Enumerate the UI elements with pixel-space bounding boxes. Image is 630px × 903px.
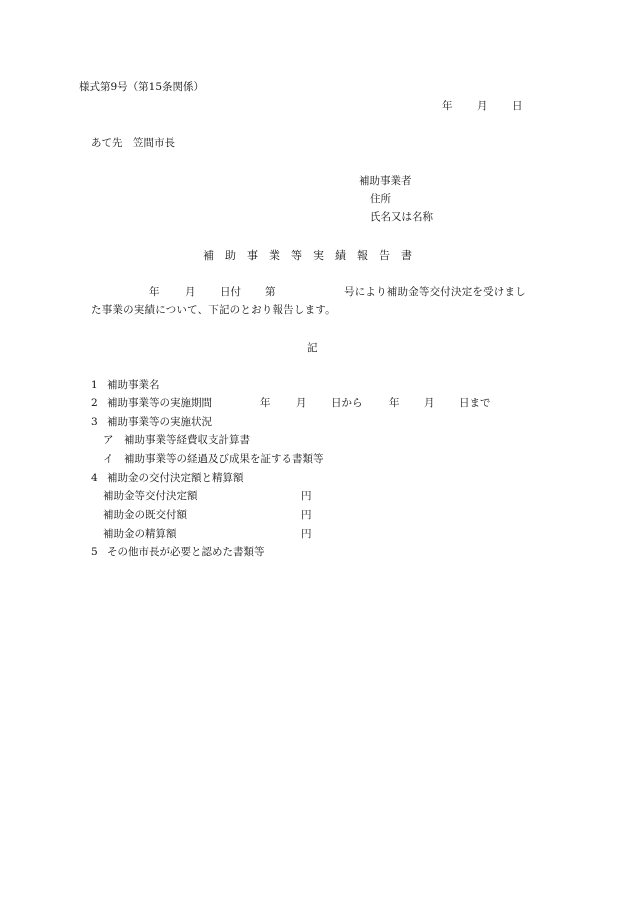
date-month: 月 (477, 100, 488, 112)
item2-year2: 年 (389, 397, 400, 409)
applicant-heading: 補助事業者 (359, 175, 412, 187)
item1-number: 1 (91, 379, 98, 391)
item3-text: 補助事業等の実施状況 (107, 416, 212, 428)
item3-subitem-b: イ 補助事業等の経過及び成果を証する書類等 (103, 453, 324, 465)
item5-number: 5 (91, 546, 98, 558)
applicant-address-label: 住所 (370, 193, 391, 205)
item2-text: 補助事業等の実施期間 (107, 397, 212, 409)
intro-year: 年 (149, 286, 160, 298)
document-title: 補助事業等実績報告書 (203, 249, 423, 262)
intro-month: 月 (185, 286, 196, 298)
intro-number-prefix: 第 (265, 286, 276, 298)
item3-subitem-a: ア 補助事業等経費収支計算書 (103, 434, 250, 446)
item4-text: 補助金の交付決定額と精算額 (107, 472, 244, 484)
form-label: 様式第9号（第15条関係） (79, 81, 205, 93)
item5-text: その他市長が必要と認めた書類等 (107, 546, 265, 558)
item1-text: 補助事業名 (107, 379, 160, 391)
item4-row-unit: 円 (301, 490, 312, 502)
item2-month1: 月 (296, 397, 307, 409)
item2-from: 日から (331, 397, 363, 409)
addressee: あて先 笠間市長 (91, 137, 175, 149)
item2-month2: 月 (424, 397, 435, 409)
intro-line2: た事業の実績について、下記のとおり報告します。 (91, 304, 336, 316)
item4-row-label: 補助金等交付決定額 (103, 490, 198, 502)
intro-day-label: 日付 (220, 286, 241, 298)
item4-row-unit: 円 (301, 509, 312, 521)
applicant-name-label: 氏名又は名称 (370, 211, 433, 223)
item3-number: 3 (91, 416, 98, 428)
date-year: 年 (442, 100, 453, 112)
date-day: 日 (512, 100, 523, 112)
item2-year1: 年 (260, 397, 271, 409)
intro-line1-rest: 号により補助金等交付決定を受けまし (344, 286, 526, 298)
item4-number: 4 (91, 472, 98, 484)
ki-label: 記 (307, 342, 318, 354)
item2-number: 2 (91, 397, 98, 409)
item4-row-label: 補助金の既交付額 (103, 509, 187, 521)
item2-until: 日まで (459, 397, 491, 409)
item4-row-label: 補助金の精算額 (103, 528, 177, 540)
item4-row-unit: 円 (301, 528, 312, 540)
